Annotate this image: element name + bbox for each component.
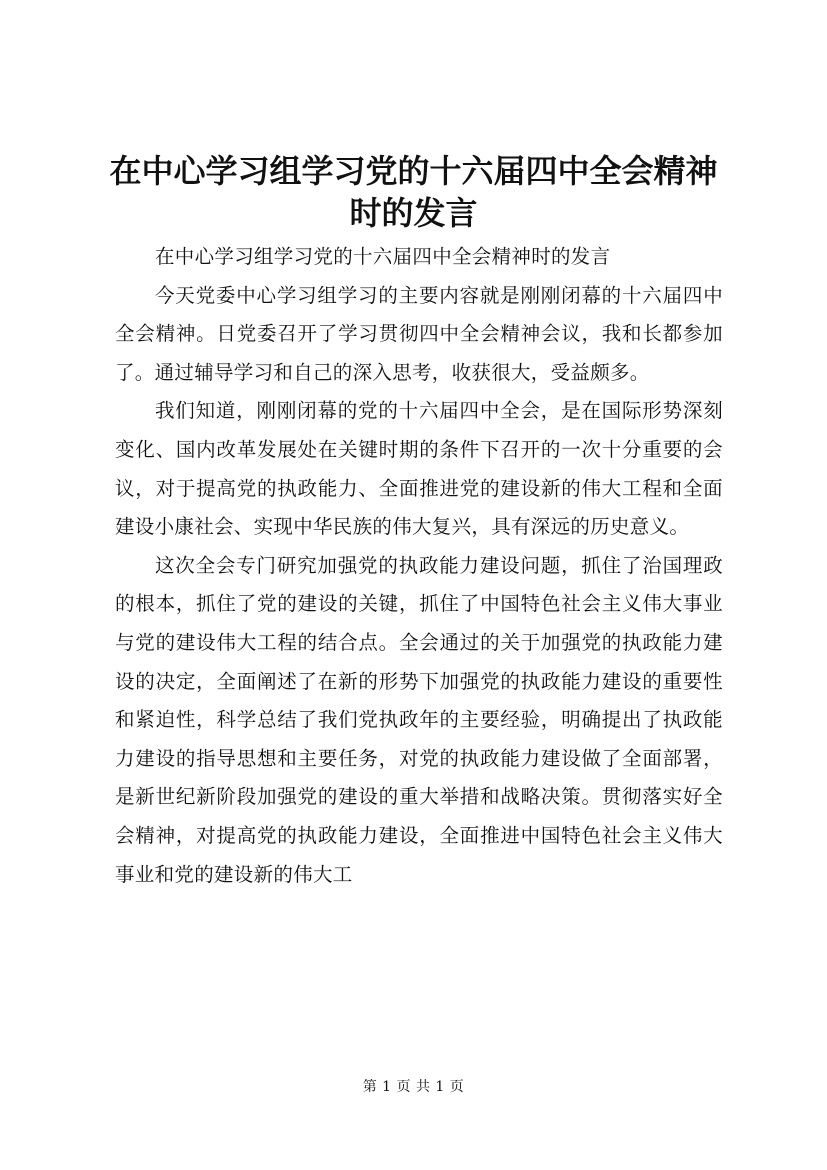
paragraph-2: 我们知道，刚刚闭幕的党的十六届四中全会，是在国际形势深刻变化、国内改革发展处在关键时期的条件下召开的一次十分重要的会议，对于提高党的执政能力、全面推进党的建设新的伟大工程和全面建设小康社会、实现中华民族的伟大复兴，具有深远的历史意义。 [115,399,723,539]
document-body [115,238,723,894]
paragraph-1: 今天党委中心学习组学习的主要内容就是刚刚闭幕的十六届四中全会精神。日党委召开了学习贯彻四中全会精神会议，我和长都参加了。通过辅导学习和自己的深入思考，收获很大，受益颇多。 [115,283,723,384]
document-title: 在中心学习组学习党的十六届四中全会精神时的发言 [109,152,718,232]
paragraph-3: 这次全会专门研究加强党的执政能力建设问题，抓住了治国理政的根本，抓住了党的建设的关键，抓住了中国特色社会主义伟大事业与党的建设伟大工程的结合点。全会通过的关于加强党的执政能力建设的决定，全面阐述了在新的形势下加强党的执政能力建设的重要性和紧迫性，科学总结了我们党执政年的主要经验，明确提出了执政能力建设的指导思想和主要任务，对党的执政能力建设做了全面部署，是新世纪新阶段加强党的建设的重大举措和战略决策。贯彻落实好全会精神，对提高党的执政能力建设，全面推进中国特色社会主义伟大事业和党的建设新的伟大工 [115,553,723,886]
page-footer: 第 1 页 共 1 页 [362,1079,465,1095]
paragraph-subtitle: 在中心学习组学习党的十六届四中全会精神时的发言 [155,245,611,268]
